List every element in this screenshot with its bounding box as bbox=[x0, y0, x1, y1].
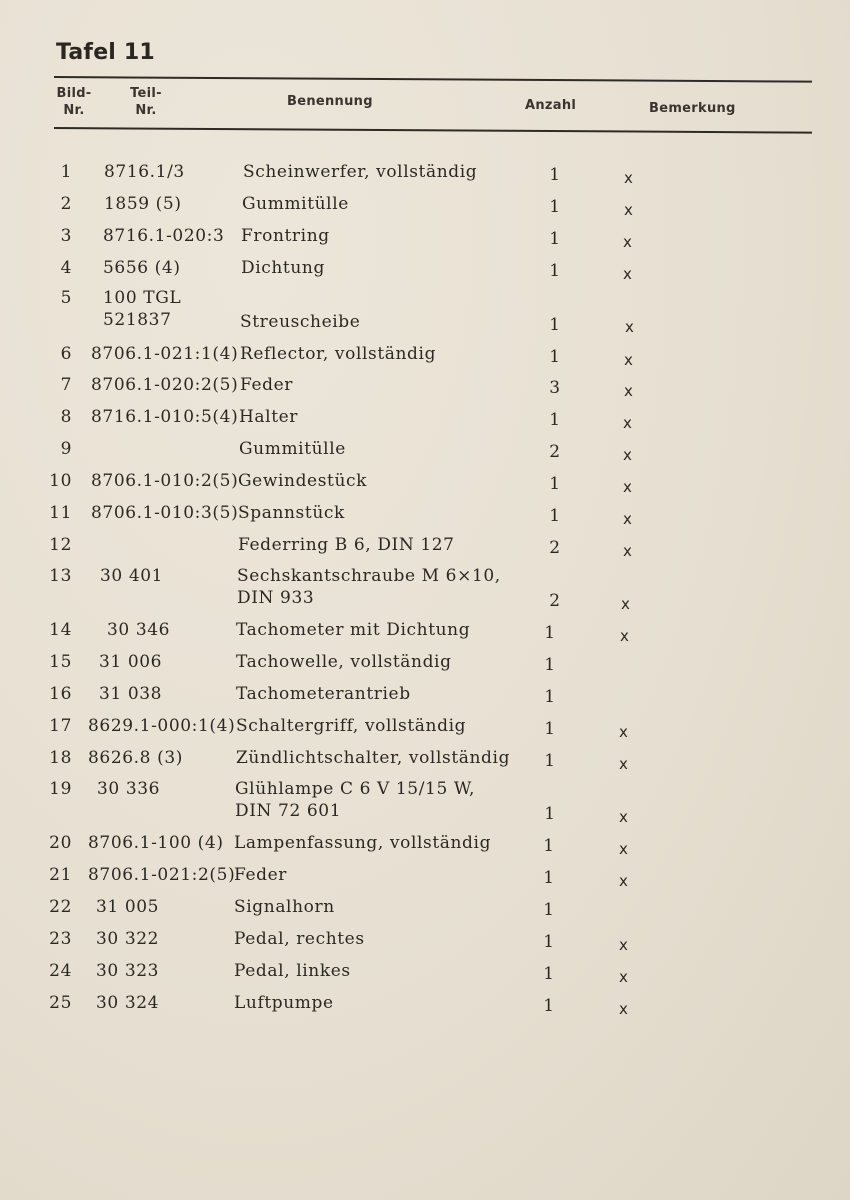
bemerkung-cell: x bbox=[619, 872, 629, 890]
anzahl-cell: 1 bbox=[543, 932, 555, 952]
bemerkung-cell: x bbox=[623, 446, 633, 464]
bemerkung-cell: x bbox=[623, 510, 633, 528]
benennung-cell-line-2: DIN 72 601 bbox=[235, 801, 342, 821]
anzahl-cell: 1 bbox=[544, 655, 556, 675]
anzahl-cell: 1 bbox=[549, 410, 561, 430]
bild-nr-cell: 24 bbox=[49, 961, 72, 981]
teil-nr-cell: 30 401 bbox=[100, 566, 164, 586]
bemerkung-cell: x bbox=[619, 1000, 629, 1018]
teil-nr-cell: 30 324 bbox=[96, 993, 160, 1013]
benennung-cell: Lampenfassung, vollständig bbox=[234, 833, 492, 853]
teil-nr-cell: 8716.1-010:5(4) bbox=[91, 407, 239, 427]
bild-nr-cell: 22 bbox=[49, 897, 72, 917]
bemerkung-cell: x bbox=[623, 414, 633, 432]
teil-nr-cell: 5656 (4) bbox=[103, 258, 181, 278]
bild-nr-cell: 19 bbox=[49, 779, 72, 799]
table-row bbox=[0, 535, 850, 565]
teil-nr-cell: 30 346 bbox=[107, 620, 171, 640]
table-row bbox=[0, 716, 850, 746]
anzahl-cell: 1 bbox=[549, 165, 561, 185]
table-row bbox=[0, 897, 850, 927]
anzahl-cell: 1 bbox=[543, 900, 555, 920]
bild-nr-cell: 14 bbox=[49, 620, 72, 640]
benennung-cell: Scheinwerfer, vollständig bbox=[243, 162, 478, 182]
benennung-cell-line-2: Streuscheibe bbox=[240, 312, 361, 332]
benennung-cell: Sechskantschraube M 6×10, bbox=[237, 566, 501, 586]
benennung-cell: Halter bbox=[239, 407, 299, 427]
teil-nr-cell: 8706.1-020:2(5) bbox=[91, 375, 239, 395]
teil-nr-cell: 100 TGL bbox=[103, 288, 182, 308]
bemerkung-cell: x bbox=[619, 808, 629, 826]
anzahl-cell: 2 bbox=[549, 442, 561, 462]
bemerkung-cell: x bbox=[624, 169, 634, 187]
table-row bbox=[0, 652, 850, 682]
table-row bbox=[0, 471, 850, 501]
table-row bbox=[0, 375, 850, 405]
teil-nr-cell-line-2: 521837 bbox=[103, 310, 172, 330]
page-title: Tafel 11 bbox=[56, 40, 155, 65]
table-row bbox=[0, 748, 850, 778]
benennung-cell: Gewindestück bbox=[238, 471, 368, 491]
benennung-cell: Pedal, rechtes bbox=[234, 929, 365, 949]
benennung-cell: Reflector, vollständig bbox=[240, 344, 437, 364]
bemerkung-cell: x bbox=[625, 318, 635, 336]
teil-nr-cell: 8629.1-000:1(4) bbox=[88, 716, 236, 736]
anzahl-cell: 1 bbox=[549, 197, 561, 217]
table-row bbox=[0, 503, 850, 533]
table-row bbox=[0, 226, 850, 256]
teil-nr-cell: 31 038 bbox=[99, 684, 163, 704]
anzahl-cell: 1 bbox=[549, 229, 561, 249]
teil-nr-cell: 8706.1-021:2(5) bbox=[88, 865, 236, 885]
bild-nr-cell: 6 bbox=[60, 344, 72, 364]
header-teil-line-2: Nr. bbox=[135, 103, 157, 118]
benennung-cell: Feder bbox=[234, 865, 287, 885]
header-bild-nr bbox=[52, 85, 96, 119]
header-bild-line-1: Bild- bbox=[56, 86, 92, 101]
anzahl-cell: 1 bbox=[543, 868, 555, 888]
bemerkung-cell: x bbox=[623, 265, 633, 283]
benennung-cell: Spannstück bbox=[238, 503, 345, 523]
header-bild-line-2: Nr. bbox=[63, 103, 85, 118]
teil-nr-cell: 8706.1-100 (4) bbox=[88, 833, 224, 853]
bild-nr-cell: 23 bbox=[49, 929, 72, 949]
table-row bbox=[0, 779, 850, 826]
teil-nr-cell: 8706.1-021:1(4) bbox=[91, 344, 239, 364]
teil-nr-cell: 8706.1-010:3(5) bbox=[91, 503, 239, 523]
benennung-cell: Glühlampe C 6 V 15/15 W, bbox=[235, 779, 475, 799]
header-benennung: Benennung bbox=[287, 94, 373, 109]
bemerkung-cell: x bbox=[620, 627, 630, 645]
bild-nr-cell: 20 bbox=[49, 833, 72, 853]
table-row bbox=[0, 288, 850, 336]
table-row bbox=[0, 833, 850, 863]
bemerkung-cell: x bbox=[623, 542, 633, 560]
bild-nr-cell: 15 bbox=[49, 652, 72, 672]
anzahl-cell: 1 bbox=[543, 996, 555, 1016]
bemerkung-cell: x bbox=[619, 936, 629, 954]
bemerkung-cell: x bbox=[623, 233, 633, 251]
benennung-cell: Pedal, linkes bbox=[234, 961, 351, 981]
table-row bbox=[0, 620, 850, 650]
bild-nr-cell: 8 bbox=[60, 407, 72, 427]
teil-nr-cell: 8706.1-010:2(5) bbox=[91, 471, 239, 491]
bild-nr-cell: 2 bbox=[60, 194, 72, 214]
table-row bbox=[0, 865, 850, 895]
bild-nr-cell: 10 bbox=[49, 471, 72, 491]
benennung-cell: Signalhorn bbox=[234, 897, 335, 917]
bild-nr-cell: 3 bbox=[60, 226, 72, 246]
teil-nr-cell: 1859 (5) bbox=[104, 194, 182, 214]
benennung-cell: Gummitülle bbox=[242, 194, 349, 214]
anzahl-cell: 1 bbox=[549, 347, 561, 367]
table-row bbox=[0, 258, 850, 288]
benennung-cell: Gummitülle bbox=[239, 439, 346, 459]
table-row bbox=[0, 684, 850, 714]
teil-nr-cell: 31 006 bbox=[99, 652, 163, 672]
bemerkung-cell: x bbox=[621, 595, 631, 613]
teil-nr-cell: 30 336 bbox=[97, 779, 161, 799]
bild-nr-cell: 13 bbox=[49, 566, 72, 586]
anzahl-cell: 2 bbox=[549, 538, 561, 558]
benennung-cell: Tachowelle, vollständig bbox=[236, 652, 452, 672]
benennung-cell: Tachometer mit Dichtung bbox=[236, 620, 471, 640]
header-anzahl: Anzahl bbox=[525, 98, 577, 113]
bild-nr-cell: 25 bbox=[49, 993, 72, 1013]
benennung-cell-line-2: DIN 933 bbox=[237, 588, 315, 608]
header-teil-nr bbox=[124, 85, 168, 119]
table-row bbox=[0, 407, 850, 437]
teil-nr-cell: 31 005 bbox=[96, 897, 160, 917]
table-row bbox=[0, 929, 850, 959]
benennung-cell: Schaltergriff, vollständig bbox=[236, 716, 467, 736]
teil-nr-cell: 8626.8 (3) bbox=[88, 748, 183, 768]
bild-nr-cell: 7 bbox=[60, 375, 72, 395]
bemerkung-cell: x bbox=[624, 351, 634, 369]
table-row bbox=[0, 344, 850, 374]
bemerkung-cell: x bbox=[619, 840, 629, 858]
anzahl-cell: 2 bbox=[549, 591, 561, 611]
bemerkung-cell: x bbox=[619, 723, 629, 741]
anzahl-cell: 1 bbox=[544, 804, 556, 824]
anzahl-cell: 1 bbox=[544, 719, 556, 739]
bemerkung-cell: x bbox=[624, 201, 634, 219]
table-row bbox=[0, 566, 850, 613]
bild-nr-cell: 11 bbox=[49, 503, 72, 523]
bild-nr-cell: 4 bbox=[60, 258, 72, 278]
anzahl-cell: 1 bbox=[543, 836, 555, 856]
anzahl-cell: 1 bbox=[544, 751, 556, 771]
benennung-cell: Zündlichtschalter, vollständig bbox=[236, 748, 511, 768]
bild-nr-cell: 9 bbox=[60, 439, 72, 459]
teil-nr-cell: 8716.1/3 bbox=[104, 162, 185, 182]
header-bemerkung: Bemerkung bbox=[649, 101, 736, 116]
header-top-rule bbox=[54, 76, 812, 83]
bild-nr-cell: 21 bbox=[49, 865, 72, 885]
bild-nr-cell: 1 bbox=[60, 162, 72, 182]
bild-nr-cell: 17 bbox=[49, 716, 72, 736]
anzahl-cell: 1 bbox=[544, 623, 556, 643]
benennung-cell: Federring B 6, DIN 127 bbox=[238, 535, 455, 555]
bild-nr-cell: 12 bbox=[49, 535, 72, 555]
benennung-cell: Dichtung bbox=[241, 258, 325, 278]
bemerkung-cell: x bbox=[619, 968, 629, 986]
benennung-cell: Feder bbox=[240, 375, 293, 395]
table-row bbox=[0, 194, 850, 224]
bild-nr-cell: 18 bbox=[49, 748, 72, 768]
benennung-cell: Luftpumpe bbox=[234, 993, 334, 1013]
table-row bbox=[0, 961, 850, 991]
table-row bbox=[0, 162, 850, 192]
bemerkung-cell: x bbox=[623, 478, 633, 496]
table-row bbox=[0, 439, 850, 469]
benennung-cell: Frontring bbox=[241, 226, 330, 246]
anzahl-cell: 1 bbox=[543, 964, 555, 984]
benennung-cell: Tachometerantrieb bbox=[236, 684, 411, 704]
anzahl-cell: 1 bbox=[544, 687, 556, 707]
teil-nr-cell: 30 323 bbox=[96, 961, 160, 981]
bemerkung-cell: x bbox=[624, 382, 634, 400]
anzahl-cell: 3 bbox=[549, 378, 561, 398]
bemerkung-cell: x bbox=[619, 755, 629, 773]
bild-nr-cell: 5 bbox=[60, 288, 72, 308]
bild-nr-cell: 16 bbox=[49, 684, 72, 704]
teil-nr-cell: 30 322 bbox=[96, 929, 160, 949]
anzahl-cell: 1 bbox=[549, 506, 561, 526]
anzahl-cell: 1 bbox=[549, 474, 561, 494]
header-bottom-rule bbox=[54, 127, 812, 134]
teil-nr-cell: 8716.1-020:3 bbox=[103, 226, 225, 246]
table-row bbox=[0, 993, 850, 1023]
anzahl-cell: 1 bbox=[549, 315, 561, 335]
anzahl-cell: 1 bbox=[549, 261, 561, 281]
header-teil-line-1: Teil- bbox=[130, 86, 162, 101]
